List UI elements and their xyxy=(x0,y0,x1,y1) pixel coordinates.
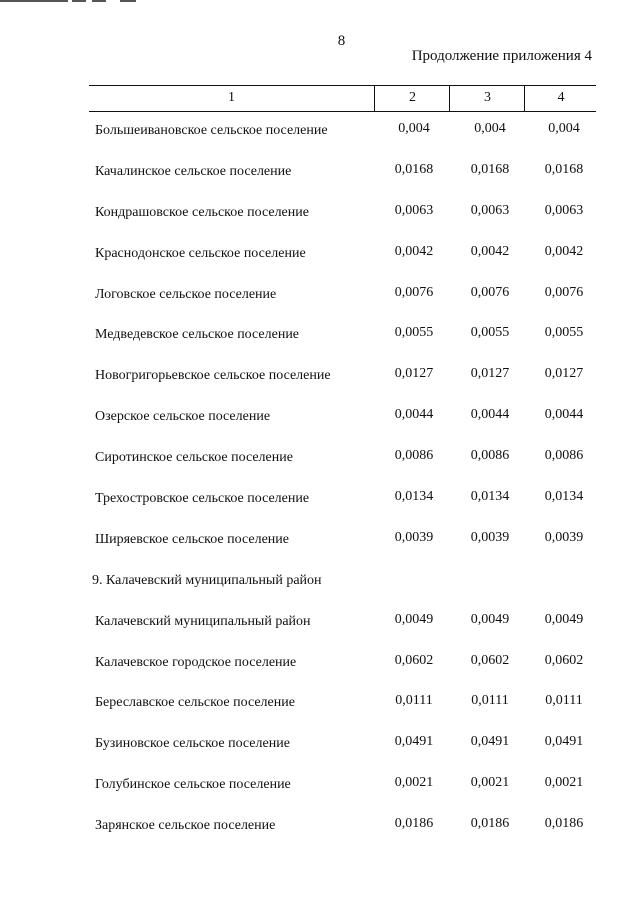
table-row xyxy=(89,238,596,279)
row-value-col4: 0,0055 xyxy=(544,325,584,341)
row-value-col2: 0,0168 xyxy=(394,161,434,177)
row-value-col2: 0,0063 xyxy=(394,202,434,218)
row-value-col2: 0,0491 xyxy=(394,734,434,750)
row-value-col4: 0,0086 xyxy=(544,448,584,464)
section-heading-row xyxy=(89,565,596,606)
row-value-col4: 0,0049 xyxy=(544,611,584,627)
row-value-col2: 0,0055 xyxy=(394,325,434,341)
row-value-col3: 0,0055 xyxy=(470,325,510,341)
row-value-col2: 0,0186 xyxy=(394,816,434,832)
row-name: Голубинское сельское поселение xyxy=(95,777,291,793)
table-row xyxy=(89,115,596,156)
row-name: Озерское сельское поселение xyxy=(95,409,271,425)
table-row xyxy=(89,360,596,401)
row-value-col4: 0,0076 xyxy=(544,284,584,300)
row-value-col4: 0,0491 xyxy=(544,734,584,750)
table-row xyxy=(89,606,596,647)
appendix-continuation-note: Продолжение приложения 4 xyxy=(411,48,592,64)
row-value-col3: 0,0491 xyxy=(470,734,510,750)
section-heading: 9. Калачевский муниципальный район xyxy=(92,572,322,588)
data-table xyxy=(89,85,596,851)
row-name: Бузиновское сельское поселение xyxy=(95,736,290,752)
row-name: Качалинское сельское поселение xyxy=(95,163,292,179)
row-value-col4: 0,0039 xyxy=(544,529,584,545)
row-name: Калачевское городское поселение xyxy=(95,654,297,670)
row-name: Калачевский муниципальный район xyxy=(95,613,311,629)
row-name: Медведевское сельское поселение xyxy=(95,327,300,343)
row-value-col4: 0,0111 xyxy=(545,693,583,709)
table-row xyxy=(89,156,596,197)
scan-edge-mark xyxy=(0,0,140,3)
row-value-col3: 0,0186 xyxy=(470,816,510,832)
table-row xyxy=(89,524,596,565)
row-value-col3: 0,0063 xyxy=(470,202,510,218)
row-value-col2: 0,004 xyxy=(398,121,430,136)
page-number: 8 xyxy=(337,33,346,49)
row-value-col4: 0,0044 xyxy=(544,407,584,423)
header-cell-1: 1 xyxy=(228,90,235,105)
row-value-col2: 0,0602 xyxy=(394,652,434,668)
row-value-col4: 0,0021 xyxy=(544,775,584,791)
row-value-col4: 0,004 xyxy=(548,121,580,136)
row-name: Кондрашовское сельское поселение xyxy=(95,204,309,220)
row-value-col3: 0,0049 xyxy=(470,611,510,627)
row-value-col4: 0,0042 xyxy=(544,243,584,259)
row-name: Новогригорьевское сельское поселение xyxy=(95,368,331,384)
row-value-col3: 0,0042 xyxy=(470,243,510,259)
row-value-col3: 0,0134 xyxy=(470,489,510,505)
table-row xyxy=(89,279,596,320)
row-value-col2: 0,0044 xyxy=(394,407,434,423)
row-value-col2: 0,0111 xyxy=(395,693,433,709)
row-value-col4: 0,0134 xyxy=(544,489,584,505)
row-value-col3: 0,0039 xyxy=(470,529,510,545)
table-body xyxy=(89,115,596,851)
row-value-col2: 0,0086 xyxy=(394,448,434,464)
table-row xyxy=(89,687,596,728)
row-value-col3: 0,004 xyxy=(474,121,506,136)
header-cell-3: 3 xyxy=(449,86,525,111)
row-value-col3: 0,0111 xyxy=(471,693,509,709)
table-row xyxy=(89,769,596,810)
table-row xyxy=(89,810,596,851)
table-row xyxy=(89,319,596,360)
row-value-col3: 0,0021 xyxy=(470,775,510,791)
header-cell-4: 4 xyxy=(524,86,597,111)
row-value-col2: 0,0042 xyxy=(394,243,434,259)
row-value-col2: 0,0127 xyxy=(394,366,434,382)
row-value-col3: 0,0076 xyxy=(470,284,510,300)
row-name: Береславское сельское поселение xyxy=(95,695,295,711)
row-name: Зарянское сельское поселение xyxy=(95,818,276,834)
row-value-col3: 0,0602 xyxy=(470,652,510,668)
row-value-col2: 0,0021 xyxy=(394,775,434,791)
row-value-col3: 0,0086 xyxy=(470,448,510,464)
row-value-col3: 0,0127 xyxy=(470,366,510,382)
row-value-col4: 0,0127 xyxy=(544,366,584,382)
row-value-col3: 0,0168 xyxy=(470,161,510,177)
row-value-col2: 0,0076 xyxy=(394,284,434,300)
row-value-col3: 0,0044 xyxy=(470,407,510,423)
table-row xyxy=(89,197,596,238)
table-header-row xyxy=(89,85,596,112)
row-value-col4: 0,0602 xyxy=(544,652,584,668)
table-row xyxy=(89,483,596,524)
row-name: Логовское сельское поселение xyxy=(95,286,277,302)
table-row xyxy=(89,647,596,688)
table-row xyxy=(89,728,596,769)
row-name: Ширяевское сельское поселение xyxy=(95,531,289,547)
row-name: Трехостровское сельское поселение xyxy=(95,491,310,507)
header-cell-2: 2 xyxy=(374,86,450,111)
row-value-col4: 0,0063 xyxy=(544,202,584,218)
row-value-col4: 0,0186 xyxy=(544,816,584,832)
row-name: Большеивановское сельское поселение xyxy=(95,123,328,138)
table-row xyxy=(89,442,596,483)
row-name: Сиротинское сельское поселение xyxy=(95,450,293,466)
row-value-col4: 0,0168 xyxy=(544,161,584,177)
row-name: Краснодонское сельское поселение xyxy=(95,245,306,261)
row-value-col2: 0,0039 xyxy=(394,529,434,545)
row-value-col2: 0,0049 xyxy=(394,611,434,627)
table-row xyxy=(89,401,596,442)
row-value-col2: 0,0134 xyxy=(394,489,434,505)
